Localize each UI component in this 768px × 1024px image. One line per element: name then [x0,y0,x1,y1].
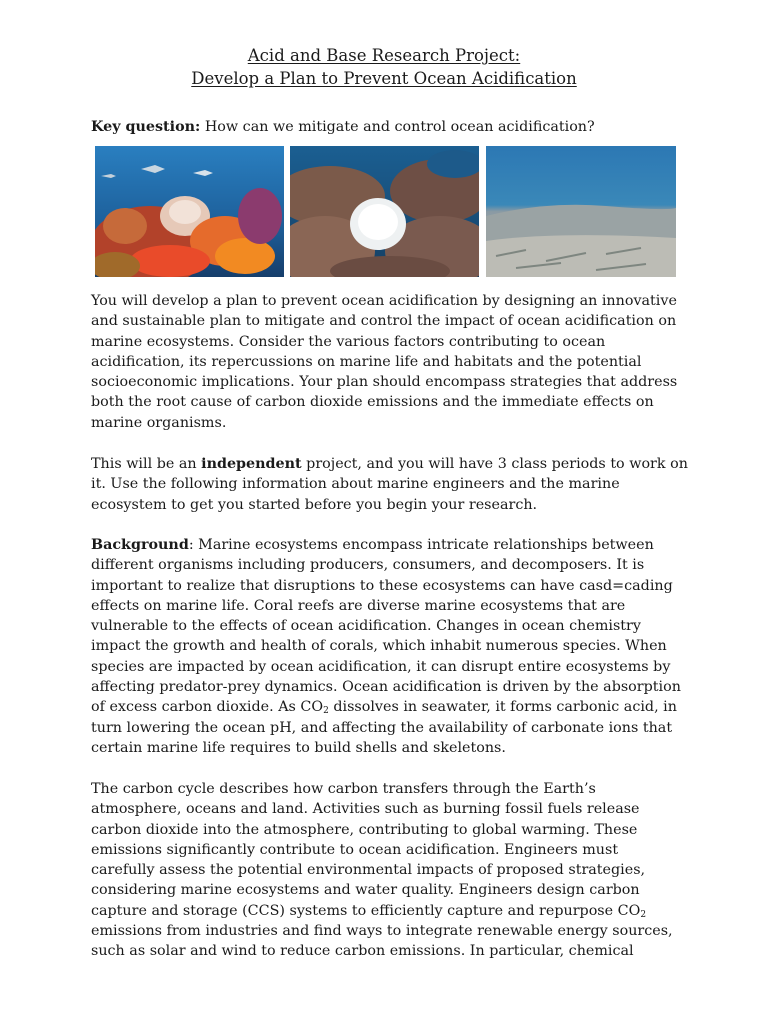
background-paragraph [91,535,691,758]
text-line: both the root cause of carbon dioxide emissions and the immediate effects on [91,394,654,411]
text-line: species are impacted by ocean acidification, it can disrupt entire ecosystems by [91,658,671,675]
text-line: acidification, its repercussions on marine life and habitats and the potential [91,353,642,370]
bleached-coral-photo [290,146,479,277]
text-line: important to realize that disruptions to these ecosystems can have casd=cading [91,577,673,594]
text-run: capture and storage (CCS) systems to efficiently capture and repurpose CO [91,902,641,919]
independent-bold: independent [201,456,302,472]
text-run: : Marine ecosystems encompass intricate relationships between [188,537,654,553]
key-question-text: How can we mitigate and control ocean acidification? [200,119,595,135]
text-line: certain marine life requires to build shells and skeletons. [91,739,506,756]
text-line: ecosystem to get you started before you begin your research. [91,496,538,513]
text-line [91,697,691,717]
intro-paragraph [91,291,691,433]
text-line: considering marine ecosystems and water quality. Engineers design carbon [91,882,640,899]
text-line: effects on marine life. Coral reefs are diverse marine ecosystems that are [91,597,626,614]
rubble-reef-photo [486,146,676,277]
text-line: marine organisms. [91,414,227,431]
text-line [91,454,691,474]
text-line: turn lowering the ocean pH, and affecting the availability of carbonate ions that [91,719,673,736]
title-line-1: Acid and Base Research Project: [247,46,521,65]
text-line: You will develop a plan to prevent ocean acidification by designing an innovative [91,293,677,309]
text-line [91,535,691,555]
page-title [0,44,768,90]
text-line [91,901,691,921]
text-run: project, and you will have 3 class periods to work on [301,456,688,472]
title-line-2: Develop a Plan to Prevent Ocean Acidification [191,69,577,88]
subscript: 2 [323,706,329,717]
text-line: marine ecosystems. Consider the various factors contributing to ocean [91,333,606,350]
text-line: impact the growth and health of corals, which inhabit numerous species. When [91,638,667,655]
text-line: carefully assess the potential environmental impacts of proposed strategies, [91,862,646,879]
text-run: dissolves in seawater, it forms carbonic acid, in [328,699,677,716]
text-line: emissions from industries and find ways to integrate renewable energy sources, [91,923,673,940]
carbon-cycle-paragraph [91,779,691,962]
text-line: different organisms including producers, consumers, and decomposers. It is [91,557,645,574]
text-run: This will be an [91,456,202,472]
text-line: socioeconomic implications. Your plan should encompass strategies that address [91,374,678,391]
text-line: emissions significantly contribute to ocean acidification. Engineers must [91,841,619,858]
text-line: it. Use the following information about marine engineers and the marine [91,476,620,493]
text-line: atmosphere, oceans and land. Activities such as burning fossil fuels release [91,801,640,818]
text-line: The carbon cycle describes how carbon transfers through the Earth’s [91,781,596,797]
text-line: affecting predator-prey dynamics. Ocean acidification is driven by the absorption [91,679,681,696]
text-line: vulnerable to the effects of ocean acidification. Changes in ocean chemistry [91,618,641,635]
subscript: 2 [640,909,647,920]
independent-paragraph [91,454,691,515]
text-line: carbon dioxide into the atmosphere, contributing to global warming. These [91,821,638,838]
text-run: of excess carbon dioxide. As CO [91,699,324,716]
key-question [91,117,595,137]
key-question-label: Key question: [91,119,201,135]
background-label: Background [91,537,189,553]
text-line: and sustainable plan to mitigate and control the impact of ocean acidification on [91,313,677,330]
healthy-reef-photo [95,146,284,277]
text-line: such as solar and wind to reduce carbon emissions. In particular, chemical [91,943,634,960]
